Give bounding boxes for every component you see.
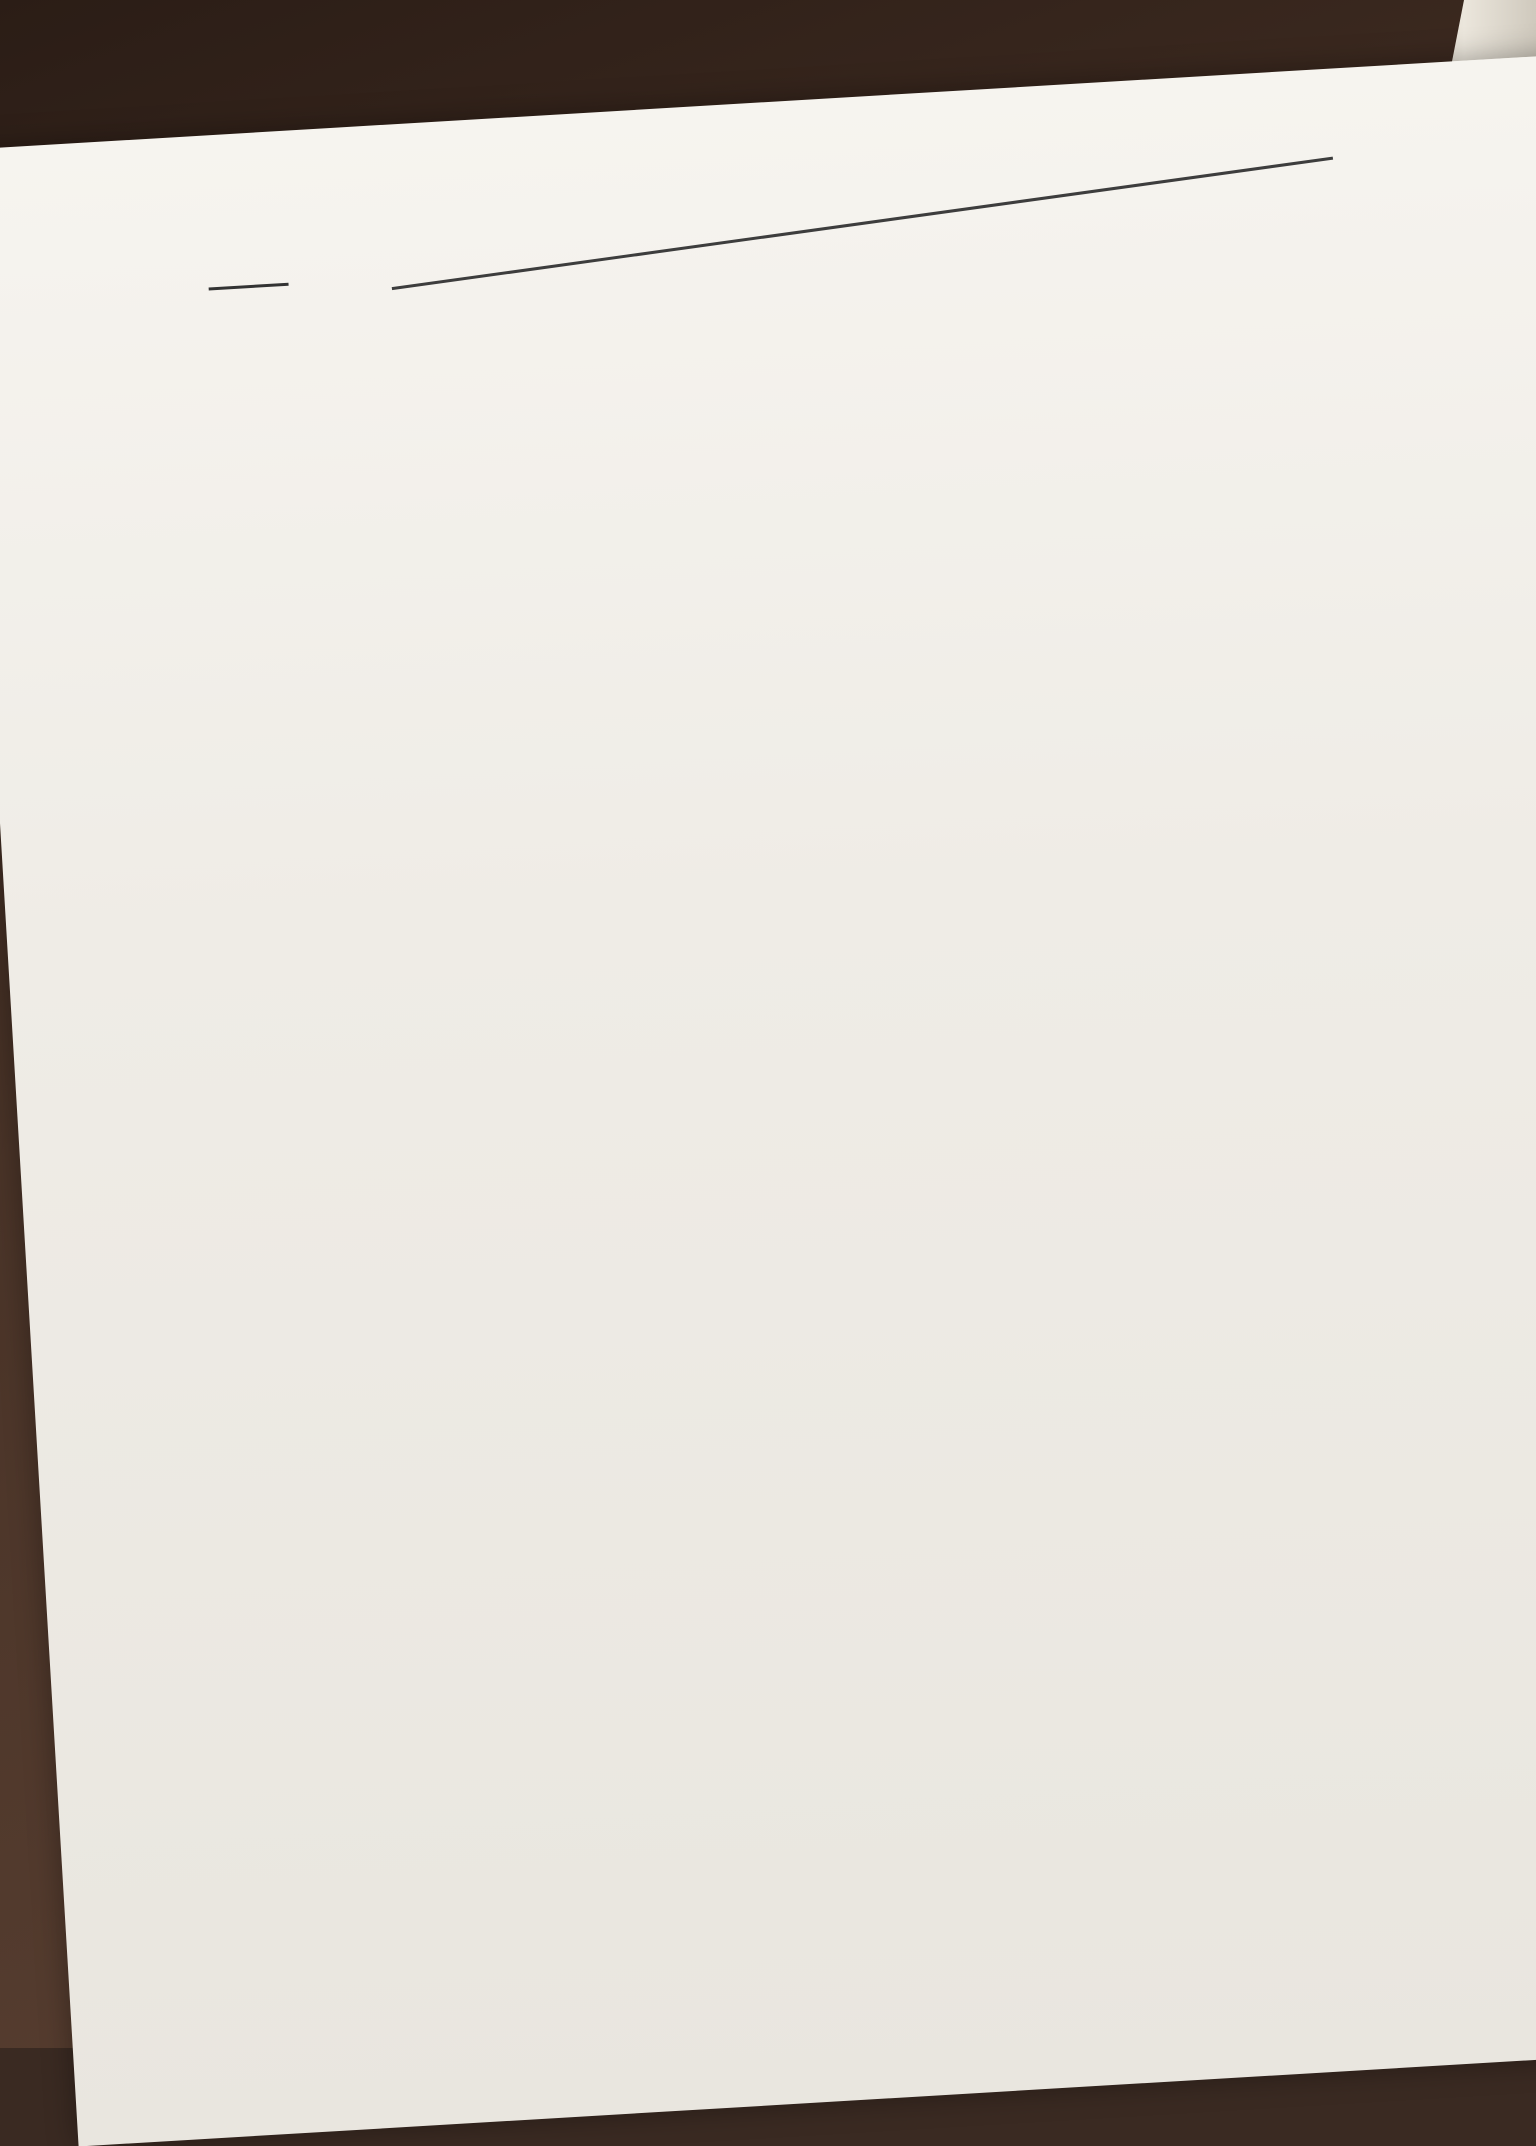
book-page: [0, 55, 1536, 2146]
page-paper: [0, 55, 1536, 2146]
